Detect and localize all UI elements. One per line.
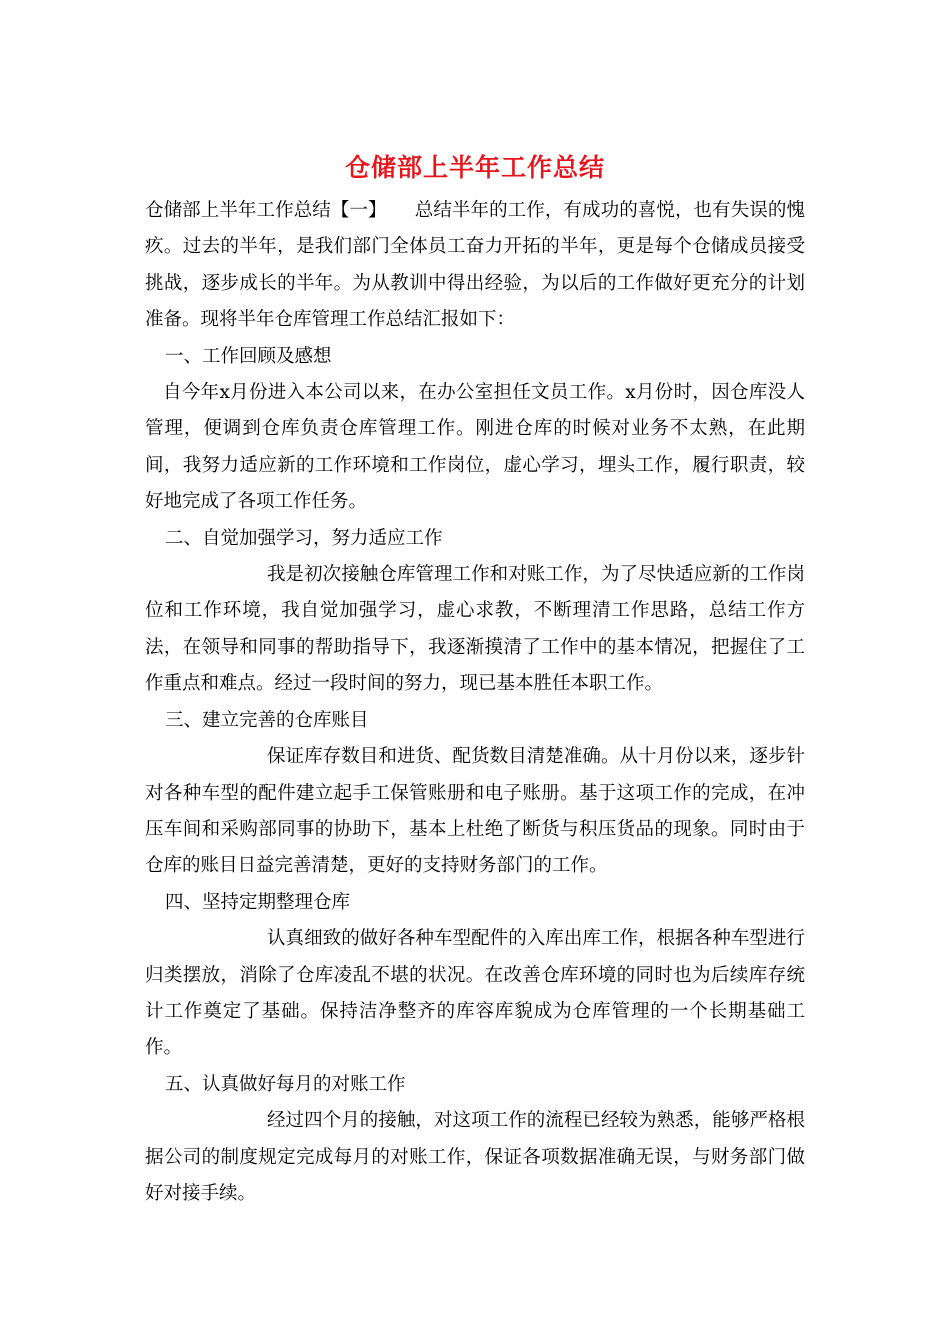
section-paragraph: 认真细致的做好各种车型配件的入库出库工作，根据各种车型进行归类摆放，消除了仓库凌乱不堪的状况。在改善仓库环境的同时也为后续库存统计工作奠定了基础。保持洁净整齐的库容库貌成为仓库管理的一个长期基础工作。 [145,928,805,1059]
section-heading: 五、认真做好每月的对账工作 [165,1073,406,1095]
section-paragraph: 经过四个月的接触，对这项工作的流程已经较为熟悉，能够严格根据公司的制度规定完成每月的对账工作，保证各项数据准确无误，与财务部门做好对接手续。 [145,1110,805,1204]
section-heading: 三、建立完善的仓库账目 [165,709,369,731]
intro-label: 仓储部上半年工作总结【一】 [145,200,387,221]
document-body [145,193,805,1212]
intro-text: 总结半年的工作，有成功的喜悦，也有失误的愧疚。过去的半年，是我们部门全体员工奋力开拓的半年，更是每个仓储成员接受挑战，逐步成长的半年。为从教训中得出经验，为以后的工作做好更充分的计划准备。现将半年仓库管理工作总结汇报如下： [145,200,805,331]
section-paragraph: 我是初次接触仓库管理工作和对账工作，为了尽快适应新的工作岗位和工作环境，我自觉加强学习，虚心求教，不断理清工作思路，总结工作方法，在领导和同事的帮助指导下，我逐渐摸清了工作中的基本情况，把握住了工作重点和难点。经过一段时间的努力，现已基本胜任本职工作。 [145,564,805,695]
document-title: 仓储部上半年工作总结 [344,153,605,182]
section-paragraph: 自今年x月份进入本公司以来，在办公室担任文员工作。x月份时，因仓库没人管理，便调到仓库负责仓库管理工作。刚进仓库的时候对业务不太熟，在此期间，我努力适应新的工作环境和工作岗位，虚心学习，埋头工作，履行职责，较好地完成了各项工作任务。 [145,382,805,513]
section-paragraph: 保证库存数目和进货、配货数目清楚准确。从十月份以来，逐步针对各种车型的配件建立起手工保管账册和电子账册。基于这项工作的完成，在冲压车间和采购部同事的协助下，基本上杜绝了断货与积压货品的现象。同时由于仓库的账目日益完善清楚，更好的支持财务部门的工作。 [145,746,805,877]
section-heading: 二、自觉加强学习，努力适应工作 [165,527,443,549]
section-heading: 四、坚持定期整理仓库 [165,891,351,913]
intro-paragraph [145,193,805,339]
section-heading: 一、工作回顾及感想 [165,345,332,367]
